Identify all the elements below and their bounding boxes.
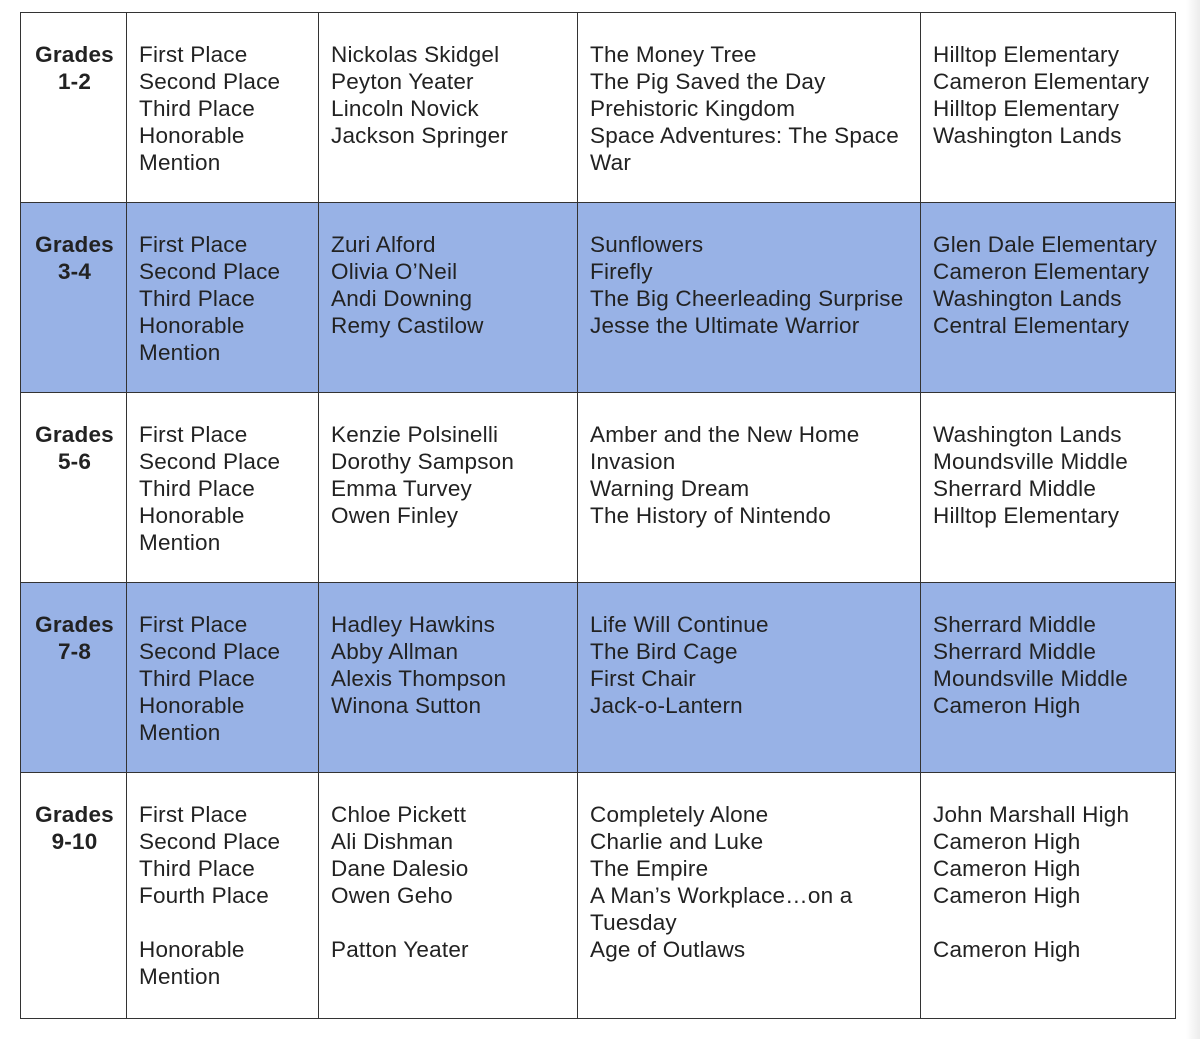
student-name: Dorothy Sampson — [331, 449, 515, 474]
entry-title: The Pig Saved the Day — [590, 69, 826, 94]
student-name: Jackson Springer — [331, 123, 509, 148]
student-name: Patton Yeater — [331, 937, 469, 962]
table-row-grades-7-8 — [21, 583, 1176, 773]
scan-edge-shadow — [1186, 0, 1200, 1039]
grade-range: 3-4 — [57, 259, 92, 284]
school-name: Moundsville Middle — [933, 449, 1128, 474]
place-label: Third Place — [139, 666, 255, 691]
name-cell — [319, 13, 578, 203]
student-name: Dane Dalesio — [331, 856, 469, 881]
place-cell — [127, 203, 319, 393]
school-name: Cameron High — [933, 856, 1081, 881]
place-label: Honorable Mention — [139, 313, 245, 365]
blank-line — [139, 909, 308, 936]
grade-cell — [21, 393, 127, 583]
school-name: Hilltop Elementary — [933, 96, 1120, 121]
student-name: Remy Castilow — [331, 313, 484, 338]
student-name: Owen Geho — [331, 883, 453, 908]
student-name: Chloe Pickett — [331, 802, 467, 827]
entry-title: Prehistoric Kingdom — [590, 96, 796, 121]
student-name: Olivia O’Neil — [331, 259, 458, 284]
school-name: Washington Lands — [933, 286, 1122, 311]
place-label: Second Place — [139, 69, 281, 94]
title-cell — [578, 393, 921, 583]
grade-word: Grades — [35, 802, 114, 827]
entry-title: Charlie and Luke — [590, 829, 764, 854]
entry-title: Sunflowers — [590, 232, 704, 257]
blank-line — [933, 909, 1165, 936]
grade-cell — [21, 773, 127, 1019]
place-cell — [127, 393, 319, 583]
place-label: First Place — [139, 422, 248, 447]
school-cell — [921, 203, 1176, 393]
place-label: Second Place — [139, 639, 281, 664]
school-name: Cameron High — [933, 937, 1081, 962]
student-name: Abby Allman — [331, 639, 459, 664]
school-name: Moundsville Middle — [933, 666, 1128, 691]
grade-range: 7-8 — [57, 639, 92, 664]
school-cell — [921, 583, 1176, 773]
place-label: Second Place — [139, 449, 281, 474]
student-name: Kenzie Polsinelli — [331, 422, 499, 447]
school-name: John Marshall High — [933, 802, 1130, 827]
entry-title: The Bird Cage — [590, 639, 738, 664]
table-row-grades-1-2 — [21, 13, 1176, 203]
school-name: Sherrard Middle — [933, 612, 1097, 637]
school-name: Glen Dale Elementary — [933, 232, 1158, 257]
school-name: Washington Lands — [933, 123, 1122, 148]
student-name: Emma Turvey — [331, 476, 472, 501]
grade-cell — [21, 203, 127, 393]
entry-title: First Chair — [590, 666, 696, 691]
grade-range: 1-2 — [57, 69, 92, 94]
school-name: Hilltop Elementary — [933, 503, 1120, 528]
school-cell — [921, 393, 1176, 583]
grade-word: Grades — [35, 232, 114, 257]
place-label: Third Place — [139, 856, 255, 881]
name-cell — [319, 583, 578, 773]
school-name: Cameron High — [933, 693, 1081, 718]
place-label: First Place — [139, 42, 248, 67]
entry-title: Warning Dream — [590, 476, 750, 501]
school-cell — [921, 773, 1176, 1019]
grade-word: Grades — [35, 612, 114, 637]
place-label: Second Place — [139, 829, 281, 854]
school-name: Cameron Elementary — [933, 69, 1150, 94]
entry-title: Amber and the New Home — [590, 422, 860, 447]
place-cell — [127, 773, 319, 1019]
entry-title: Life Will Continue — [590, 612, 769, 637]
entry-title: The Empire — [590, 856, 709, 881]
table-row-grades-3-4 — [21, 203, 1176, 393]
student-name: Nickolas Skidgel — [331, 42, 500, 67]
entry-title: The Money Tree — [590, 42, 757, 67]
entry-title: A Man’s Workplace…on a Tuesday — [590, 883, 853, 935]
entry-title: The Big Cheerleading Surprise — [590, 286, 904, 311]
grade-range: 5-6 — [57, 449, 92, 474]
table-row-grades-5-6 — [21, 393, 1176, 583]
place-label: Honorable Mention — [139, 503, 245, 555]
place-label: Honorable Mention — [139, 123, 245, 175]
grade-cell — [21, 583, 127, 773]
entry-title: Jesse the Ultimate Warrior — [590, 313, 860, 338]
blank-line — [331, 909, 567, 936]
place-label: First Place — [139, 802, 248, 827]
entry-title: Space Adventures: The Space War — [590, 123, 899, 175]
school-name: Central Elementary — [933, 313, 1130, 338]
title-cell — [578, 583, 921, 773]
place-label: Honorable Mention — [139, 693, 245, 745]
place-label: Honorable Mention — [139, 937, 245, 989]
grade-range: 9-10 — [51, 829, 98, 854]
school-cell — [921, 13, 1176, 203]
entry-title: Age of Outlaws — [590, 937, 746, 962]
grade-word: Grades — [35, 422, 114, 447]
name-cell — [319, 203, 578, 393]
school-name: Hilltop Elementary — [933, 42, 1120, 67]
entry-title: Invasion — [590, 449, 676, 474]
place-label: Second Place — [139, 259, 281, 284]
entry-title: Firefly — [590, 259, 653, 284]
name-cell — [319, 393, 578, 583]
place-label: First Place — [139, 232, 248, 257]
student-name: Peyton Yeater — [331, 69, 474, 94]
place-cell — [127, 13, 319, 203]
school-name: Cameron High — [933, 829, 1081, 854]
place-label: First Place — [139, 612, 248, 637]
school-name: Sherrard Middle — [933, 639, 1097, 664]
student-name: Zuri Alford — [331, 232, 436, 257]
place-cell — [127, 583, 319, 773]
grade-cell — [21, 13, 127, 203]
student-name: Lincoln Novick — [331, 96, 479, 121]
student-name: Hadley Hawkins — [331, 612, 496, 637]
place-label: Third Place — [139, 286, 255, 311]
name-cell — [319, 773, 578, 1019]
student-name: Owen Finley — [331, 503, 459, 528]
title-cell — [578, 773, 921, 1019]
entry-title: Jack-o-Lantern — [590, 693, 743, 718]
grade-word: Grades — [35, 42, 114, 67]
contest-results-table — [20, 12, 1176, 1019]
entry-title: The History of Nintendo — [590, 503, 831, 528]
student-name: Andi Downing — [331, 286, 473, 311]
place-label: Third Place — [139, 476, 255, 501]
student-name: Winona Sutton — [331, 693, 482, 718]
school-name: Washington Lands — [933, 422, 1122, 447]
school-name: Sherrard Middle — [933, 476, 1097, 501]
student-name: Alexis Thompson — [331, 666, 507, 691]
student-name: Ali Dishman — [331, 829, 454, 854]
school-name: Cameron High — [933, 883, 1081, 908]
title-cell — [578, 13, 921, 203]
place-label: Third Place — [139, 96, 255, 121]
place-label: Fourth Place — [139, 883, 269, 908]
school-name: Cameron Elementary — [933, 259, 1150, 284]
title-cell — [578, 203, 921, 393]
entry-title: Completely Alone — [590, 802, 769, 827]
table-row-grades-9-10 — [21, 773, 1176, 1019]
